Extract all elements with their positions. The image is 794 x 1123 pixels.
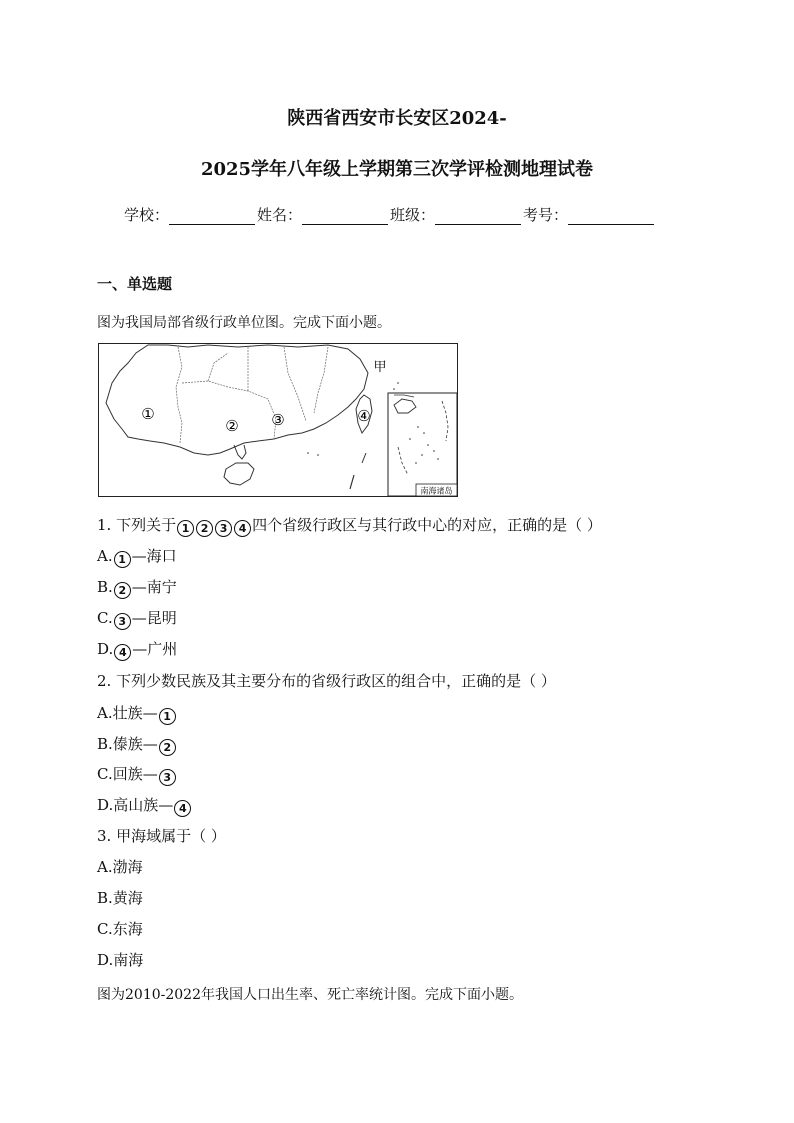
q2-option-d[interactable]: D.高山族— 4 (97, 794, 192, 817)
student-info-row (124, 204, 656, 225)
exam-number-field: 考号： (523, 204, 656, 225)
province-map (98, 343, 458, 497)
mark-4: 4 (234, 520, 251, 537)
exam-title-line1: 陕西省西安市长安区2024- (287, 108, 507, 129)
q2-option-b[interactable]: B.傣族— 2 (97, 733, 177, 756)
region-label-3: ③ (271, 411, 285, 429)
inset-label: 南海诸岛 (420, 486, 453, 496)
q3-option-d[interactable]: D.南海 (97, 951, 144, 969)
mark-1: 1 (177, 520, 194, 537)
sea-label-jia: 甲 (373, 360, 387, 375)
q2-option-a[interactable]: A.壮族— 1 (97, 702, 177, 725)
name-blank (302, 208, 388, 225)
q1-option-c[interactable]: C. 3 —昆明 (97, 609, 177, 628)
question-2: 2. 下列少数民族及其主要分布的省级行政区的组合中，正确的是（ ） (97, 672, 556, 690)
map-intro-text: 图为我国局部省级行政单位图。完成下面小题。 (97, 315, 391, 331)
q3-option-c[interactable]: C.东海 (97, 920, 143, 938)
school-blank (169, 208, 255, 225)
q1-option-b[interactable]: B. 2 —南宁 (97, 578, 177, 597)
chart-intro-text: 图为2010-2022年我国人口出生率、死亡率统计图。完成下面小题。 (97, 987, 523, 1003)
mark-2: 2 (196, 520, 213, 537)
region-label-2: ② (225, 417, 239, 435)
q3-option-a[interactable]: A.渤海 (97, 858, 143, 876)
region-label-1: ① (141, 405, 155, 423)
question-1: 1. 下列关于 1 2 3 4 四个省级行政区与其行政中心的对应，正确的是（ ） (97, 516, 602, 535)
mark-3: 3 (215, 520, 232, 537)
q2-option-c[interactable]: C.回族— 3 (97, 763, 177, 786)
class-field: 班级： (390, 204, 523, 225)
q3-option-b[interactable]: B.黄海 (97, 889, 143, 907)
section-title: 一、单选题 (97, 275, 173, 293)
name-field: 姓名： (257, 204, 390, 225)
region-label-4: ④ (357, 407, 371, 425)
q1-option-d[interactable]: D. 4 —广州 (97, 640, 178, 659)
q1-option-a[interactable]: A. 1 —海口 (97, 547, 177, 566)
exam-title-line2: 2025学年八年级上学期第三次学评检测地理试卷 (200, 159, 594, 180)
school-field: 学校： (124, 204, 257, 225)
question-3: 3. 甲海域属于（ ） (97, 827, 226, 845)
class-blank (435, 208, 521, 225)
exam-number-blank (568, 208, 654, 225)
